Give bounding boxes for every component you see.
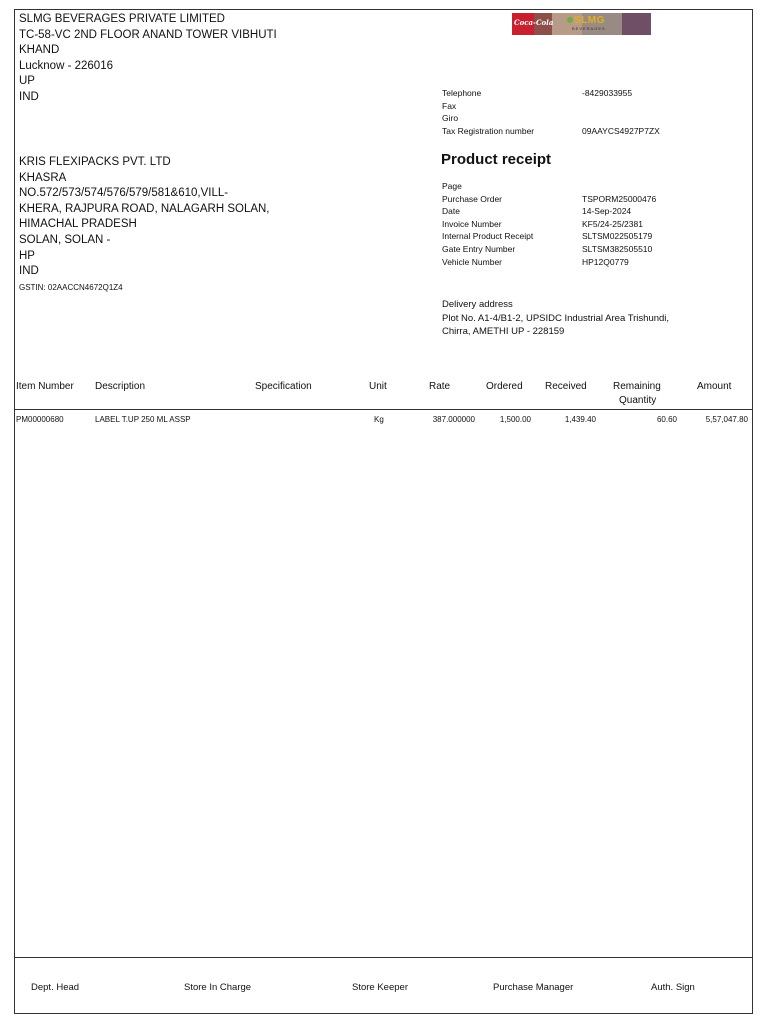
header-specification: Specification <box>255 381 312 392</box>
signature-store-keeper: Store Keeper <box>352 982 408 993</box>
cell-rate: 387.000000 <box>432 415 475 424</box>
table-header-divider <box>15 409 752 410</box>
detail-label: Page <box>442 181 462 191</box>
company-country: IND <box>19 90 39 103</box>
detail-value: SLTSM382505510 <box>582 243 653 254</box>
delivery-address-line: Plot No. A1-4/B1-2, UPSIDC Industrial Area Trishundi, <box>442 312 670 324</box>
signature-auth-sign: Auth. Sign <box>651 982 695 993</box>
detail-row <box>442 256 656 269</box>
detail-label: Internal Product Receipt <box>442 231 534 242</box>
table-header <box>0 380 768 408</box>
header-received: Received <box>545 381 587 392</box>
contact-label: Fax <box>442 100 457 111</box>
signature-footer <box>0 982 768 996</box>
header-rate: Rate <box>429 381 451 392</box>
vendor-address-line: NO.572/573/574/576/579/581&610,VILL- <box>19 187 229 200</box>
detail-row <box>442 205 656 218</box>
vendor-state: HP <box>19 249 35 262</box>
delivery-address-line: Chirra, AMETHI UP - 228159 <box>442 326 565 337</box>
detail-value: SLTSM022505179 <box>582 231 653 242</box>
detail-row <box>442 180 656 193</box>
header-amount: Amount <box>697 381 732 392</box>
delivery-label: Delivery address <box>442 299 513 310</box>
company-city: Lucknow - 226016 <box>19 59 113 72</box>
detail-row <box>442 193 656 206</box>
vendor-address-line: SOLAN, SOLAN - <box>19 233 111 246</box>
detail-label: Purchase Order <box>442 193 502 204</box>
detail-value: KF5/24-25/2381 <box>582 218 643 229</box>
cell-unit: Kg <box>374 415 384 424</box>
company-address <box>19 12 279 106</box>
contact-row <box>442 112 660 125</box>
signature-store-in-charge: Store In Charge <box>184 982 252 993</box>
contact-label: Tax Registration number <box>442 125 535 136</box>
company-logo <box>512 13 651 35</box>
detail-value: TSPORM25000476 <box>582 193 657 204</box>
document-title: Product receipt <box>441 151 552 168</box>
receipt-details <box>442 180 656 268</box>
detail-row <box>442 243 656 256</box>
vendor-address <box>19 155 279 294</box>
leaf-icon <box>567 17 573 23</box>
header-quantity: Quantity <box>619 395 657 406</box>
table-row <box>0 414 768 428</box>
vendor-gstin: GSTIN: 02AACCN4672Q1Z4 <box>19 282 123 292</box>
beverages-logo-text: BEVERAGES <box>572 26 606 31</box>
detail-value: 14-Sep-2024 <box>582 206 632 217</box>
header-ordered: Ordered <box>486 381 523 392</box>
cell-ordered: 1,500.00 <box>499 415 531 424</box>
signature-dept-head: Dept. Head <box>31 982 80 993</box>
contact-value: 09AAYCS4927P7ZX <box>582 125 660 136</box>
vendor-address-line: HIMACHAL PRADESH <box>19 218 137 231</box>
contact-row <box>442 87 660 100</box>
company-address-line: KHAND <box>19 44 60 57</box>
vendor-name: KRIS FLEXIPACKS PVT. LTD <box>19 156 171 168</box>
header-description: Description <box>95 381 146 392</box>
contact-info <box>442 87 660 137</box>
cell-remaining: 60.60 <box>656 415 677 424</box>
company-name: SLMG BEVERAGES PRIVATE LIMITED <box>19 13 225 25</box>
footer-divider <box>15 957 752 958</box>
header-unit: Unit <box>369 381 387 392</box>
vendor-address-line: KHERA, RAJPURA ROAD, NALAGARH SOLAN, <box>19 202 270 215</box>
contact-row <box>442 100 660 113</box>
detail-label: Date <box>442 206 460 217</box>
detail-value: HP12Q0779 <box>582 256 629 267</box>
vendor-address-line: KHASRA <box>19 171 67 184</box>
company-address-line: TC-58-VC 2ND FLOOR ANAND TOWER VIBHUTI <box>19 28 277 41</box>
detail-row <box>442 230 656 243</box>
contact-row <box>442 125 660 138</box>
cell-description: LABEL T.UP 250 ML ASSP <box>95 415 191 424</box>
detail-label: Gate Entry Number <box>442 243 516 254</box>
contact-value: -8429033955 <box>582 88 633 98</box>
detail-label: Vehicle Number <box>442 256 503 267</box>
delivery-address <box>442 298 742 339</box>
cell-amount: 5,57,047.80 <box>705 415 748 424</box>
contact-label: Giro <box>442 113 459 124</box>
header-remaining: Remaining <box>613 381 661 392</box>
signature-purchase-manager: Purchase Manager <box>493 982 574 993</box>
detail-label: Invoice Number <box>442 218 502 229</box>
header-item-number: Item Number <box>16 381 74 392</box>
vendor-country: IND <box>19 265 39 278</box>
coca-cola-logo-text: Coca-Cola <box>514 18 554 27</box>
slmg-logo-text: SLMG <box>574 15 605 26</box>
detail-row <box>442 218 656 231</box>
cell-item-number: PM00000680 <box>16 415 64 424</box>
cell-received: 1,439.40 <box>564 415 596 424</box>
contact-label: Telephone <box>442 88 482 98</box>
company-state: UP <box>19 75 35 88</box>
